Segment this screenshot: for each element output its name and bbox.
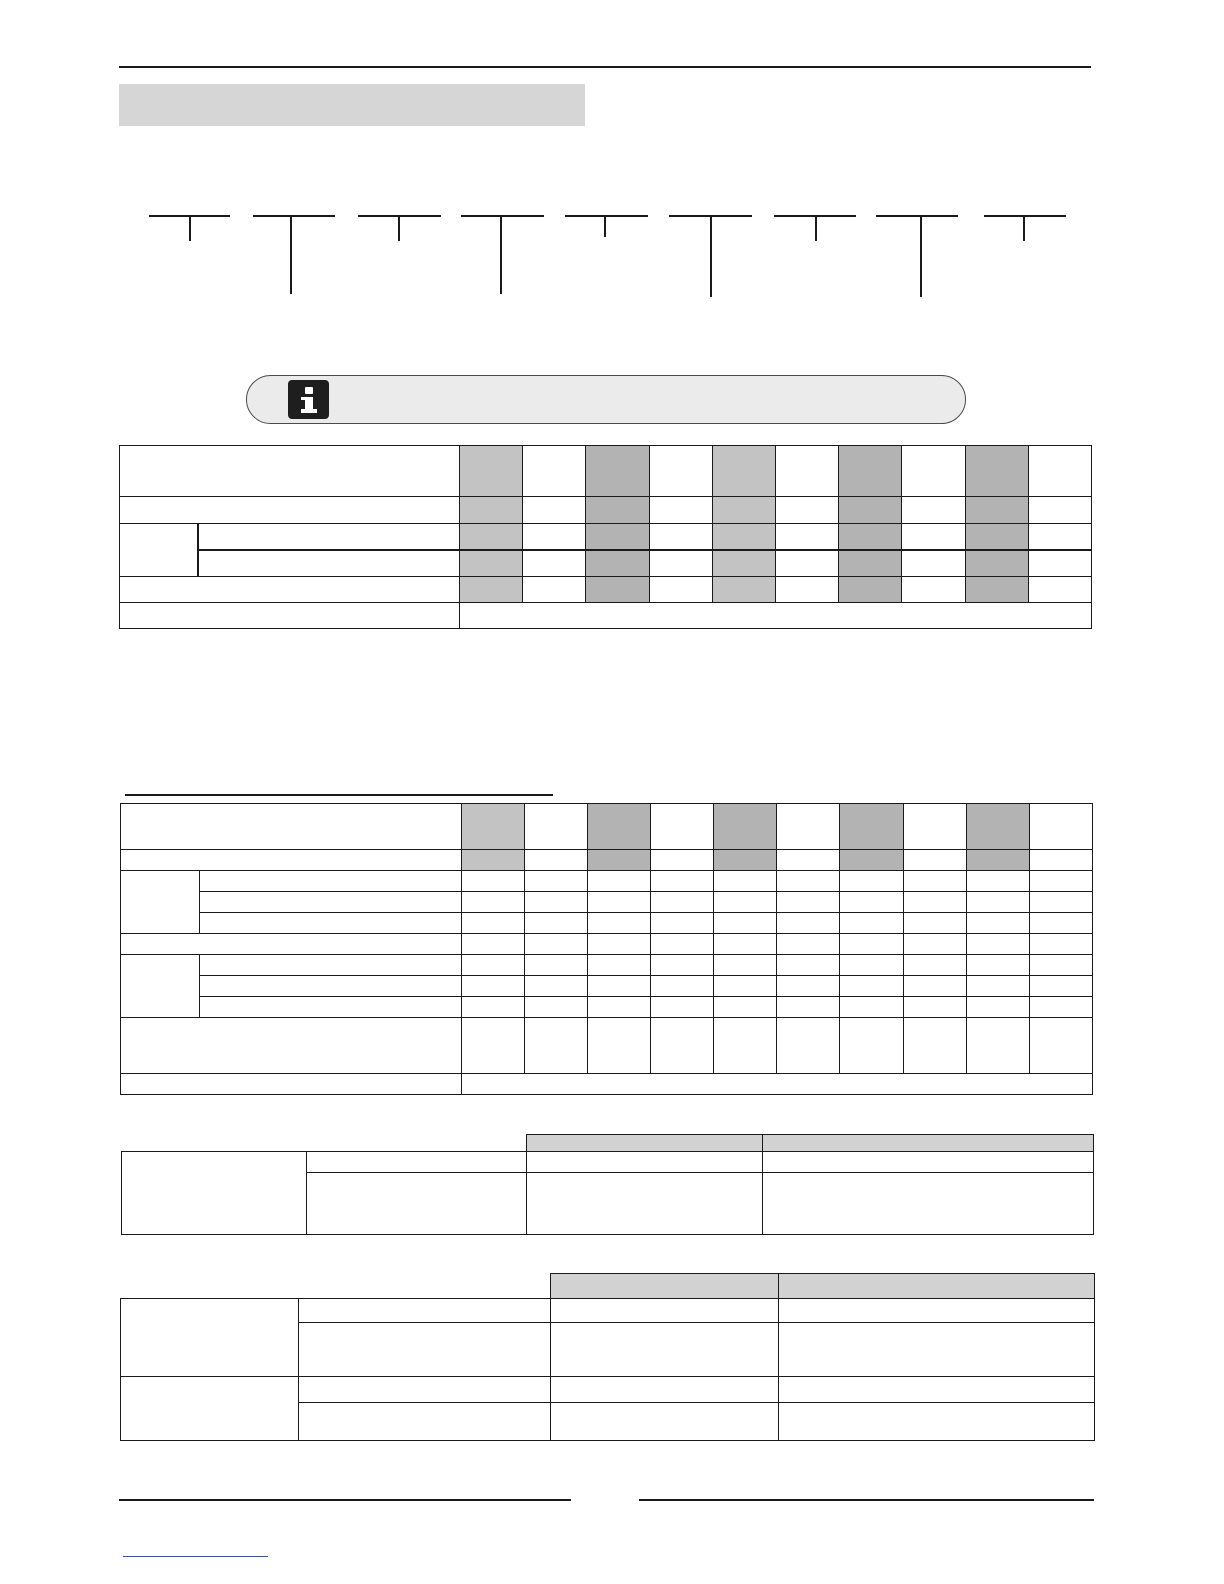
table-cell xyxy=(121,871,200,934)
table-row xyxy=(121,1018,1093,1074)
table-cell xyxy=(649,446,712,497)
table-cell xyxy=(523,550,586,577)
table-cell xyxy=(121,955,200,1018)
table-cell xyxy=(840,955,903,976)
table-cell xyxy=(777,871,840,892)
table-cell xyxy=(840,871,903,892)
table-cell xyxy=(524,1018,587,1074)
table-cell xyxy=(966,997,1029,1018)
table-cell xyxy=(299,1377,551,1403)
table-cell xyxy=(587,976,650,997)
table-cell xyxy=(840,997,903,1018)
table-cell xyxy=(839,577,902,603)
table-row xyxy=(121,1074,1093,1095)
table-cell xyxy=(651,1018,714,1074)
table-cell xyxy=(200,976,462,997)
table-cell xyxy=(903,892,966,913)
table-cell xyxy=(122,1152,307,1235)
table-cell xyxy=(777,913,840,934)
table-row xyxy=(122,1152,1094,1173)
table-cell xyxy=(524,934,587,955)
table-cell xyxy=(200,997,462,1018)
table-cell xyxy=(840,1018,903,1074)
table-cell xyxy=(965,524,1028,550)
table-cell xyxy=(902,497,965,524)
table-cell xyxy=(461,976,524,997)
table-cell xyxy=(712,550,775,577)
table-row xyxy=(120,524,1092,550)
table-cell xyxy=(966,1018,1029,1074)
table-cell xyxy=(651,892,714,913)
table-cell xyxy=(121,1074,462,1095)
table-cell xyxy=(527,1173,763,1235)
code-leader-6 xyxy=(710,215,712,297)
table-cell xyxy=(777,997,840,1018)
table-cell xyxy=(461,892,524,913)
table4-header-2 xyxy=(779,1274,1095,1299)
table-cell xyxy=(200,955,462,976)
table-cell xyxy=(903,997,966,1018)
table-cell xyxy=(777,850,840,871)
footer-rule-right xyxy=(639,1499,1094,1501)
table-cell xyxy=(524,976,587,997)
table-cell xyxy=(461,955,524,976)
table-cell xyxy=(651,871,714,892)
table-cell xyxy=(460,577,523,603)
table-cell xyxy=(551,1403,779,1441)
table-cell xyxy=(461,1018,524,1074)
table-cell xyxy=(307,1173,527,1235)
table-cell xyxy=(777,976,840,997)
table-cell xyxy=(1029,997,1092,1018)
table-cell xyxy=(1029,871,1092,892)
table-cell xyxy=(840,850,903,871)
table-cell xyxy=(460,603,1092,629)
table-cell xyxy=(587,871,650,892)
table2-title-rule xyxy=(125,794,553,796)
table-cell xyxy=(1029,934,1092,955)
table-cell xyxy=(966,955,1029,976)
table-cell xyxy=(651,976,714,997)
table-cell xyxy=(1029,804,1092,850)
table-cell xyxy=(651,955,714,976)
table-cell xyxy=(1028,497,1091,524)
table-cell xyxy=(903,976,966,997)
table-cell xyxy=(587,804,650,850)
table-cell xyxy=(524,997,587,1018)
table-cell xyxy=(649,524,712,550)
table-cell xyxy=(777,892,840,913)
table-cell xyxy=(460,524,523,550)
code-segment-8 xyxy=(876,215,958,217)
table-cell xyxy=(966,913,1029,934)
table-cell xyxy=(120,577,460,603)
table-cell xyxy=(461,1074,1092,1095)
table-cell xyxy=(587,1018,650,1074)
table-cell xyxy=(712,524,775,550)
table-cell xyxy=(1029,850,1092,871)
table-cell xyxy=(839,446,902,497)
table-cell xyxy=(461,997,524,1018)
table-cell xyxy=(1029,1018,1092,1074)
table-cell xyxy=(714,871,777,892)
table-cell xyxy=(299,1323,551,1377)
table-cell xyxy=(714,934,777,955)
table-row xyxy=(121,871,1093,892)
table-cell xyxy=(903,804,966,850)
table-cell xyxy=(460,550,523,577)
code-leader-8 xyxy=(920,215,922,297)
table-cell xyxy=(460,446,523,497)
table-cell xyxy=(587,850,650,871)
footer-rule-left xyxy=(119,1499,571,1501)
table-cell xyxy=(651,804,714,850)
table-cell xyxy=(1028,524,1091,550)
table-cell xyxy=(902,446,965,497)
table-row xyxy=(121,913,1093,934)
table-cell xyxy=(299,1274,551,1299)
table-row xyxy=(121,1299,1095,1323)
table-cell xyxy=(524,892,587,913)
table-row xyxy=(121,955,1093,976)
table-cell xyxy=(777,804,840,850)
table-cell xyxy=(903,1018,966,1074)
table-cell xyxy=(840,892,903,913)
table-cell xyxy=(712,446,775,497)
table-cell xyxy=(121,1377,299,1441)
table-cell xyxy=(651,913,714,934)
table-row xyxy=(121,997,1093,1018)
table-cell xyxy=(965,577,1028,603)
table-cell xyxy=(524,955,587,976)
code-leader-5 xyxy=(604,215,606,237)
table-cell xyxy=(121,804,462,850)
table-cell xyxy=(524,913,587,934)
table-cell xyxy=(903,934,966,955)
table-header-row xyxy=(121,1274,1095,1299)
table-cell xyxy=(649,550,712,577)
table-cell xyxy=(586,524,649,550)
table-cell xyxy=(779,1403,1095,1441)
table-cell xyxy=(461,871,524,892)
table-cell xyxy=(1029,976,1092,997)
table-cell xyxy=(902,524,965,550)
table-cell xyxy=(1029,955,1092,976)
table-cell xyxy=(586,497,649,524)
code-segment-3 xyxy=(358,215,441,217)
table-cell xyxy=(840,913,903,934)
table-cell xyxy=(775,524,838,550)
table-cell xyxy=(777,955,840,976)
table-cell xyxy=(586,550,649,577)
table-cell xyxy=(527,1152,763,1173)
table-cell xyxy=(198,524,460,550)
table-cell xyxy=(299,1299,551,1323)
table3-header-2 xyxy=(763,1135,1094,1152)
spec-table-2 xyxy=(120,803,1093,1095)
table-cell xyxy=(966,804,1029,850)
table-cell xyxy=(1029,892,1092,913)
table-cell xyxy=(714,804,777,850)
table-cell xyxy=(120,497,460,524)
section-title-bar xyxy=(119,84,585,126)
table-cell xyxy=(839,550,902,577)
table-cell xyxy=(200,871,462,892)
table-row xyxy=(121,892,1093,913)
table-cell xyxy=(775,577,838,603)
table-cell xyxy=(587,997,650,1018)
table-row xyxy=(120,603,1092,629)
table-cell xyxy=(120,446,460,497)
table-cell xyxy=(902,577,965,603)
code-segment-5 xyxy=(565,215,648,217)
table-cell xyxy=(523,524,586,550)
table-cell xyxy=(714,976,777,997)
table-row xyxy=(121,850,1093,871)
table-cell xyxy=(461,913,524,934)
table-cell xyxy=(775,446,838,497)
table-cell xyxy=(714,997,777,1018)
table-cell xyxy=(839,497,902,524)
table-cell xyxy=(651,997,714,1018)
table-cell xyxy=(903,850,966,871)
table-cell xyxy=(966,934,1029,955)
code-leader-1 xyxy=(189,215,191,241)
table-cell xyxy=(903,913,966,934)
table-cell xyxy=(198,550,460,577)
table-cell xyxy=(587,934,650,955)
table-cell xyxy=(714,892,777,913)
table-row xyxy=(120,577,1092,603)
table-header-row xyxy=(122,1135,1094,1152)
table-cell xyxy=(120,603,460,629)
bottom-link[interactable] xyxy=(123,1556,268,1557)
table3-header-1 xyxy=(527,1135,763,1152)
table-cell xyxy=(903,871,966,892)
table-cell xyxy=(651,934,714,955)
table-cell xyxy=(649,577,712,603)
table-cell xyxy=(966,892,1029,913)
table-cell xyxy=(551,1299,779,1323)
table-cell xyxy=(299,1403,551,1441)
table-row xyxy=(121,934,1093,955)
table-cell xyxy=(779,1323,1095,1377)
table-cell xyxy=(712,577,775,603)
table-cell xyxy=(1029,913,1092,934)
table-cell xyxy=(714,850,777,871)
table-cell xyxy=(651,850,714,871)
code-leader-7 xyxy=(815,215,817,241)
code-leader-9 xyxy=(1023,215,1025,241)
table-cell xyxy=(777,934,840,955)
table-cell xyxy=(965,497,1028,524)
table-cell xyxy=(714,913,777,934)
table-cell xyxy=(1028,577,1091,603)
table-cell xyxy=(966,976,1029,997)
table-cell xyxy=(839,524,902,550)
table-row xyxy=(121,976,1093,997)
table-cell xyxy=(1028,550,1091,577)
info-note xyxy=(246,375,966,424)
table-cell xyxy=(1028,446,1091,497)
table-row xyxy=(120,497,1092,524)
table-cell xyxy=(524,850,587,871)
table-cell xyxy=(763,1152,1094,1173)
table-cell xyxy=(587,913,650,934)
table-cell xyxy=(779,1299,1095,1323)
table-cell xyxy=(551,1323,779,1377)
table-cell xyxy=(714,1018,777,1074)
table-cell xyxy=(777,1018,840,1074)
code-segment-2 xyxy=(253,215,335,217)
info-icon xyxy=(288,380,329,419)
table4-header-1 xyxy=(551,1274,779,1299)
table-cell xyxy=(840,934,903,955)
table-cell xyxy=(460,497,523,524)
table-cell xyxy=(965,446,1028,497)
table-cell xyxy=(523,577,586,603)
table-cell xyxy=(840,804,903,850)
table-cell xyxy=(775,550,838,577)
code-leader-3 xyxy=(398,215,400,241)
table-cell xyxy=(551,1377,779,1403)
table-row xyxy=(120,446,1092,497)
table-row xyxy=(121,804,1093,850)
table-cell xyxy=(200,913,462,934)
code-leader-2 xyxy=(290,215,292,294)
table-cell xyxy=(523,497,586,524)
table-cell xyxy=(586,577,649,603)
table-cell xyxy=(121,1299,299,1377)
table-cell xyxy=(965,550,1028,577)
table-cell xyxy=(966,871,1029,892)
table-cell xyxy=(587,892,650,913)
table-cell xyxy=(120,524,198,577)
table-row xyxy=(121,1377,1095,1403)
table-cell xyxy=(903,955,966,976)
table-cell xyxy=(122,1135,307,1152)
table-cell xyxy=(763,1173,1094,1235)
table-cell xyxy=(121,934,462,955)
table-cell xyxy=(966,850,1029,871)
code-leader-4 xyxy=(500,215,502,294)
table-cell xyxy=(121,1274,299,1299)
table-cell xyxy=(121,850,462,871)
table-cell xyxy=(902,550,965,577)
table-cell xyxy=(307,1152,527,1173)
table-cell xyxy=(714,955,777,976)
table-cell xyxy=(524,871,587,892)
spec-table-3 xyxy=(121,1134,1094,1235)
table-cell xyxy=(200,892,462,913)
spec-table-4 xyxy=(120,1273,1095,1441)
table-cell xyxy=(712,497,775,524)
code-segment-9 xyxy=(984,215,1066,217)
table-cell xyxy=(524,804,587,850)
table-cell xyxy=(587,955,650,976)
table-cell xyxy=(307,1135,527,1152)
table-cell xyxy=(840,976,903,997)
table-cell xyxy=(775,497,838,524)
table-cell xyxy=(779,1377,1095,1403)
header-rule xyxy=(119,66,1091,68)
code-segment-4 xyxy=(461,215,544,217)
table-cell xyxy=(586,446,649,497)
table-cell xyxy=(461,804,524,850)
table-cell xyxy=(121,1018,462,1074)
table-cell xyxy=(649,497,712,524)
table-row xyxy=(120,550,1092,577)
table-cell xyxy=(461,850,524,871)
table-cell xyxy=(523,446,586,497)
spec-table-1 xyxy=(119,445,1092,629)
table-cell xyxy=(461,934,524,955)
